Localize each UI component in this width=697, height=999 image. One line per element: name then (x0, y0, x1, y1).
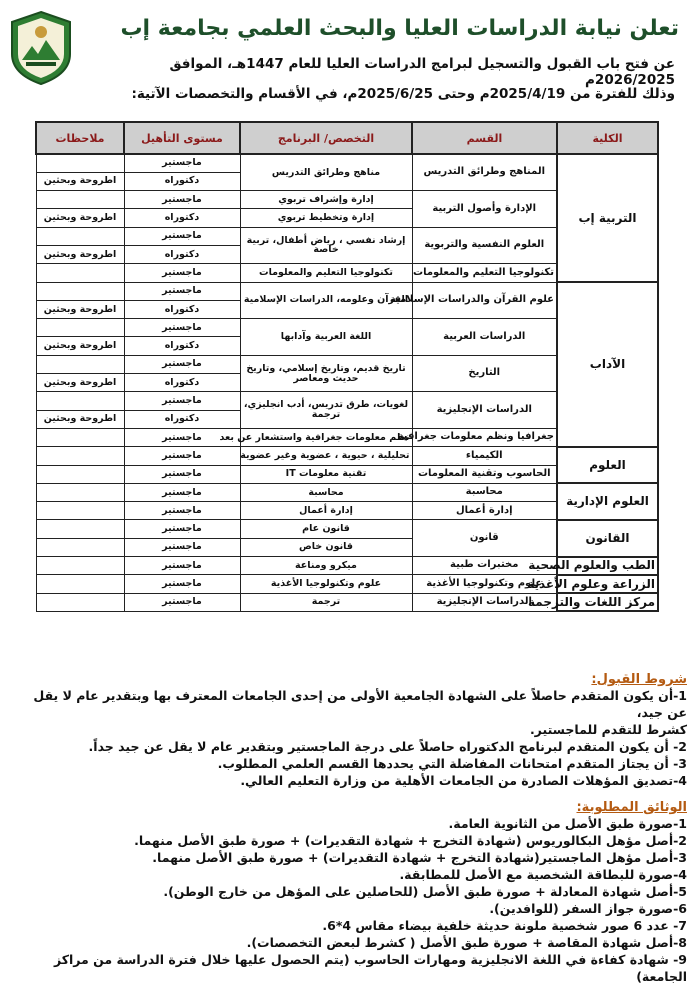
college-cell: الطب والعلوم الصحية (557, 557, 658, 575)
department-cell: مختبرات طبية (412, 557, 557, 575)
header-department: القسم (412, 122, 557, 154)
specialization-cell: ترجمة (240, 593, 412, 611)
table-row (36, 154, 658, 172)
level-cell: ماجستير (124, 282, 240, 300)
specialization-cell: اللغة العربية وآدابها (240, 319, 412, 356)
notes-cell (36, 465, 124, 483)
department-cell: العلوم النفسية والتربوية (412, 227, 557, 264)
department-cell: قانون (412, 520, 557, 557)
specialization-cell: لغويات، طرق تدريس، أدب انجليزي، ترجمة (240, 392, 412, 429)
notes-cell: اطروحة وبحثين (36, 300, 124, 318)
notes-cell (36, 483, 124, 501)
level-cell: ماجستير (124, 227, 240, 245)
specialization-cell: إدارة وإشراف تربوي (240, 191, 412, 209)
notes-cell (36, 520, 124, 538)
notes-cell: اطروحة وبحثين (36, 337, 124, 355)
notes-cell (36, 355, 124, 373)
programs-table-container (37, 121, 659, 657)
notes-cell (36, 502, 124, 520)
document-item: 7- عدد 6 صور شخصية ملونة حديثة خلفية بيضاء مقاس 4*6. (322, 918, 687, 933)
notes-cell (36, 538, 124, 556)
notes-cell (36, 264, 124, 282)
table-row (36, 557, 658, 575)
level-cell: دكتوراه (124, 172, 240, 190)
specialization-cell: تاريخ قديم، وتاريخ إسلامي، وتاريخ حديث ومعاصر (240, 355, 412, 392)
announcement-subtitle: عن فتح باب القبول والتسجيل لبرامج الدراسات العليا للعام 1447هـ، الموافق 2026/2025م (169, 56, 675, 88)
department-cell: الحاسوب وتقنية المعلومات (412, 465, 557, 483)
table-body (36, 154, 658, 611)
document-item: 5-أصل شهادة المعادلة + صورة طبق الأصل (للحاصلين على المؤهل من خارج الوطن). (163, 884, 687, 899)
document-item: 4-صورة للبطاقة الشخصية مع الأصل للمطابقة. (399, 867, 687, 882)
document-item: 6-صورة جواز السفر (للوافدين). (489, 901, 687, 916)
specialization-cell: مناهج وطرائق التدريس (240, 154, 412, 191)
specialization-cell: قانون خاص (240, 538, 412, 556)
notes-cell (36, 154, 124, 172)
department-cell: إدارة أعمال (412, 502, 557, 520)
level-cell: ماجستير (124, 447, 240, 465)
specialization-cell: ميكرو ومناعة (240, 557, 412, 575)
department-cell: جغرافيا ونظم معلومات جغرافية (412, 428, 557, 446)
condition-item: 4-تصديق المؤهلات الصادرة من الجامعات الأهلية من وزارة التعليم العالي. (240, 773, 687, 788)
level-cell: ماجستير (124, 593, 240, 611)
level-cell: دكتوراه (124, 374, 240, 392)
specialization-cell: إرشاد نفسي ، رياض أطفال، تربية خاصة (240, 227, 412, 264)
level-cell: ماجستير (124, 355, 240, 373)
notes-cell: اطروحة وبحثين (36, 410, 124, 428)
table-row (36, 575, 658, 593)
department-cell: الدراسات الإنجليزية (412, 593, 557, 611)
table-row (36, 593, 658, 611)
level-cell: ماجستير (124, 483, 240, 501)
department-cell: المناهج وطرائق التدريس (412, 154, 557, 191)
level-cell: دكتوراه (124, 300, 240, 318)
document-item: 9- شهادة كفاءة في اللغة الانجليزية ومهارات الحاسوب (يتم الحصول عليها خلال فترة الدراسة من مراكز الجامعة) (53, 952, 687, 984)
header-level: مستوى التأهيل (124, 122, 240, 154)
level-cell: ماجستير (124, 191, 240, 209)
application-period: وذلك للفترة من 2025/4/19م وحتى 2025/6/25م، في الأقسام والتخصصات الآتية: (131, 86, 675, 102)
notes-cell (36, 191, 124, 209)
level-cell: ماجستير (124, 520, 240, 538)
level-cell: ماجستير (124, 575, 240, 593)
level-cell: دكتوراه (124, 337, 240, 355)
university-seal-icon (8, 10, 74, 86)
department-cell: الإدارة وأصول التربية (412, 191, 557, 228)
condition-item: كشرط للتقدم للماجستير. (529, 722, 687, 737)
notes-cell (36, 319, 124, 337)
notes-cell: اطروحة وبحثين (36, 209, 124, 227)
college-cell: العلوم (557, 447, 658, 484)
department-cell: علوم القرآن والدراسات الإسلامية (412, 282, 557, 319)
required-documents (10, 800, 687, 985)
notes-cell (36, 575, 124, 593)
college-cell: الآداب (557, 282, 658, 447)
department-cell: محاسبة (412, 483, 557, 501)
page-title: تعلن نيابة الدراسات العليا والبحث العلمي بجامعة إب (120, 16, 679, 41)
level-cell: ماجستير (124, 538, 240, 556)
notes-cell: اطروحة وبحثين (36, 172, 124, 190)
specialization-cell: محاسبة (240, 483, 412, 501)
condition-item: 3- أن يجتاز المتقدم امتحانات المفاضلة التي يحددها القسم العلمي المطلوب. (217, 756, 687, 771)
specialization-cell: إدارة وتخطيط تربوي (240, 209, 412, 227)
notes-cell (36, 227, 124, 245)
level-cell: ماجستير (124, 392, 240, 410)
department-cell: علوم وتكنولوجيا الأغذية (412, 575, 557, 593)
header-specialization: التخصص/ البرنامج (240, 122, 412, 154)
document-item: 2-أصل مؤهل البكالوريوس (شهادة التخرج + شهادة التقديرات) + صورة طبق الأصل منهما. (134, 833, 687, 848)
level-cell: ماجستير (124, 502, 240, 520)
specialization-cell: تحليلية ، حيوية ، عضوية وغير عضوية (240, 447, 412, 465)
level-cell: دكتوراه (124, 245, 240, 263)
specialization-cell: القرآن وعلومه، الدراسات الإسلامية (240, 282, 412, 319)
notes-cell (36, 593, 124, 611)
college-cell: مركز اللغات والترجمة (557, 593, 658, 611)
level-cell: ماجستير (124, 154, 240, 172)
level-cell: ماجستير (124, 428, 240, 446)
level-cell: دكتوراه (124, 410, 240, 428)
notes-cell (36, 447, 124, 465)
condition-item: 2- أن يكون المتقدم لبرنامج الدكتوراه حاصلاً على درجة الماجستير وبتقدير عام لا يقل عن جيد جداً. (88, 739, 687, 754)
specialization-cell: إدارة أعمال (240, 502, 412, 520)
college-cell: التربية إب (557, 154, 658, 282)
table-header-row (36, 122, 658, 154)
notes-cell (36, 392, 124, 410)
table-row (36, 447, 658, 465)
notes-cell: اطروحة وبحثين (36, 245, 124, 263)
table-row (36, 483, 658, 501)
notes-cell: اطروحة وبحثين (36, 374, 124, 392)
table-row (36, 520, 658, 538)
specialization-cell: علوم وتكنولوجيا الأغذية (240, 575, 412, 593)
programs-table (35, 121, 659, 612)
department-cell: الدراسات العربية (412, 319, 557, 356)
specialization-cell: قانون عام (240, 520, 412, 538)
level-cell: ماجستير (124, 264, 240, 282)
notes-cell (36, 557, 124, 575)
notes-cell (36, 428, 124, 446)
document-item: 8-أصل شهادة المقاصة + صورة طبق الأصل ( كشرط لبعض التخصصات). (246, 935, 687, 950)
admission-conditions (10, 672, 687, 789)
header-notes: ملاحظات (36, 122, 124, 154)
condition-item: 1-أن يكون المتقدم حاصلاً على الشهادة الجامعية الأولى من إحدى الجامعات المعترف بها وبتقدير عام لا يقل عن جيد، (33, 688, 687, 720)
level-cell: دكتوراه (124, 209, 240, 227)
specialization-cell: تكنولوجيا التعليم والمعلومات (240, 264, 412, 282)
notes-cell (36, 282, 124, 300)
header-college: الكلية (557, 122, 658, 154)
department-cell: التاريخ (412, 355, 557, 392)
level-cell: ماجستير (124, 465, 240, 483)
page-header (0, 0, 697, 112)
college-cell: الزراعة وعلوم الأغذية (557, 575, 658, 593)
table-row (36, 282, 658, 300)
department-cell: الدراسات الإنجليزية (412, 392, 557, 429)
specialization-cell: تقنية معلومات IT (240, 465, 412, 483)
college-cell: العلوم الإدارية (557, 483, 658, 520)
document-item: 3-أصل مؤهل الماجستير(شهادة التخرج + شهادة التقديرات) + صورة طبق الأصل منهما. (152, 850, 687, 865)
document-item: 1-صورة طبق الأصل من الثانوية العامة. (448, 816, 687, 831)
specialization-cell: نظم معلومات جغرافية واستشعار عن بعد (240, 428, 412, 446)
documents-heading: الوثائق المطلوبة: (576, 800, 687, 815)
level-cell: ماجستير (124, 319, 240, 337)
level-cell: ماجستير (124, 557, 240, 575)
department-cell: تكنولوجيا التعليم والمعلومات (412, 264, 557, 282)
department-cell: الكيمياء (412, 447, 557, 465)
conditions-heading: شروط القبول: (591, 672, 687, 687)
college-cell: القانون (557, 520, 658, 557)
